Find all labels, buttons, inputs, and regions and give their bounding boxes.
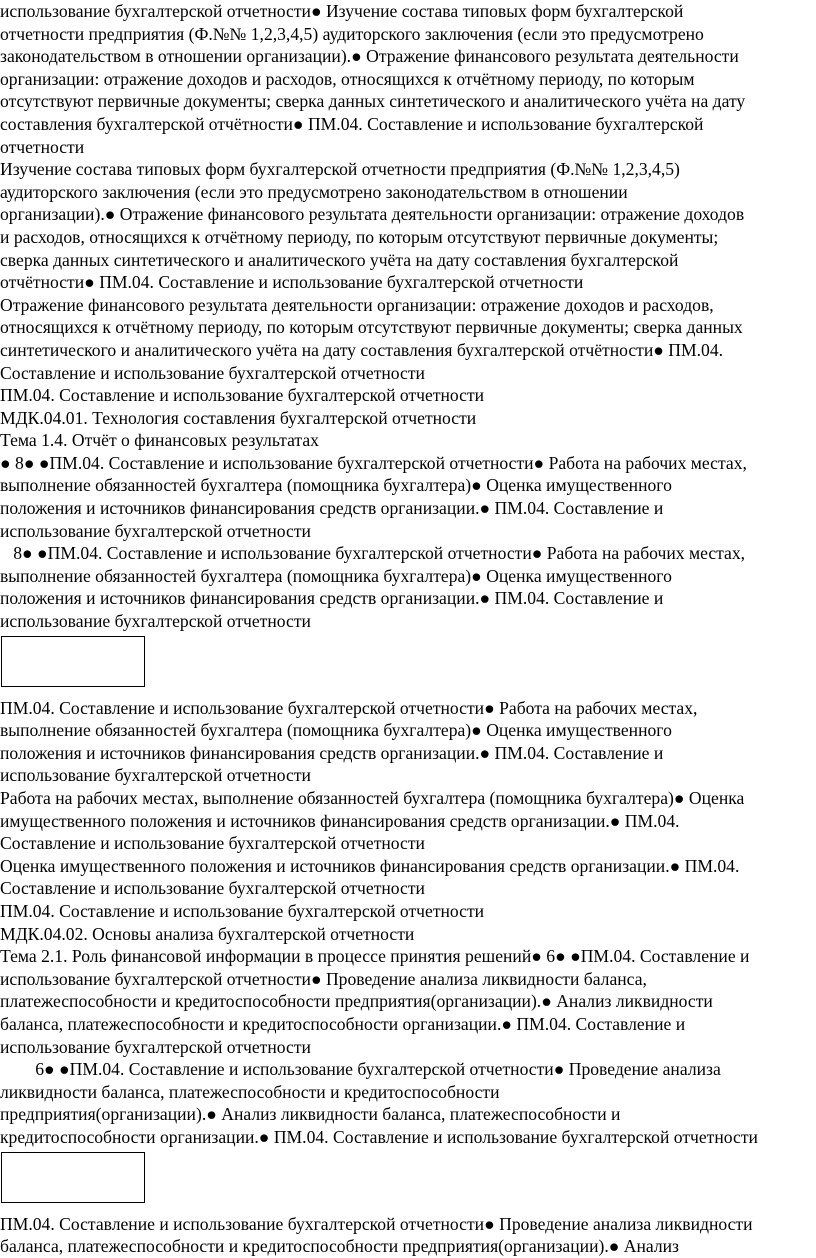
- text-line: Оценка имущественного положения и источников финансирования средств организации.● ПМ.04.: [0, 855, 740, 876]
- text-line: отсутствуют первичные документы; сверка данных синтетического и аналитического учёта на дату: [0, 91, 746, 112]
- text-line: предприятия(организации).● Анализ ликвидности баланса, платежеспособности и: [0, 1104, 621, 1125]
- paragraph-topic-1-4-a: [0, 452, 810, 542]
- text-line: МДК.04.02. Основы анализа бухгалтерской отчетности: [0, 923, 415, 944]
- text-line: Составление и использование бухгалтерской отчетности: [0, 878, 425, 899]
- text-line: 6● ●ПМ.04. Составление и использование бухгалтерской отчетности● Проведение анализа: [0, 1059, 721, 1080]
- text-line: организации: отражение доходов и расходов, относящихся к отчётному периоду, по которым: [0, 68, 695, 89]
- text-line: выполнение обязанностей бухгалтера (помощника бухгалтера)● Оценка имущественного: [0, 475, 672, 496]
- module-heading-2: [0, 900, 810, 923]
- text-line: использование бухгалтерской отчетности● Проведение анализа ликвидности баланса,: [0, 968, 647, 989]
- text-line: платежеспособности и кредитоспособности предприятия(организации).● Анализ ликвидности: [0, 991, 713, 1012]
- text-line: отчетности предприятия (Ф.№№ 1,2,3,4,5) аудиторского заключения (если это предусмотрено: [0, 23, 704, 44]
- text-line: 8● ●ПМ.04. Составление и использование бухгалтерской отчетности● Работа на рабочих местах,: [0, 543, 746, 564]
- module-heading: [0, 384, 810, 407]
- paragraph-6: [0, 855, 810, 900]
- paragraph-topic-2-1-b: [0, 1058, 810, 1148]
- text-line: имущественного положения и источников финансирования средств организации.● ПМ.04.: [0, 810, 680, 831]
- text-line: положения и источников финансирования средств организации.● ПМ.04. Составление и: [0, 742, 664, 763]
- text-line: отчетности: [0, 136, 85, 157]
- paragraph-7: [0, 1213, 810, 1258]
- text-line: отчётности● ПМ.04. Составление и использование бухгалтерской отчетности: [0, 272, 584, 293]
- topic-heading-1-4: [0, 429, 810, 452]
- text-line: использование бухгалтерской отчетности: [0, 611, 311, 632]
- paragraph-5: [0, 787, 810, 855]
- text-line: аудиторского заключения (если это предусмотрено законодательством в отношении: [0, 181, 628, 202]
- text-line: баланса, платежеспособности и кредитоспособности организации.● ПМ.04. Составление и: [0, 1013, 686, 1034]
- text-line: выполнение обязанностей бухгалтера (помощника бухгалтера)● Оценка имущественного: [0, 565, 672, 586]
- text-line: ПМ.04. Составление и использование бухгалтерской отчетности: [0, 900, 485, 921]
- text-line: Отражение финансового результата деятельности организации: отражение доходов и расходов,: [0, 294, 714, 315]
- text-line: Тема 2.1. Роль финансовой информации в процессе принятия решений● 6● ●ПМ.04. Составление и: [0, 946, 750, 967]
- text-line: сверка данных синтетического и аналитического учёта на дату составления бухгалтерской: [0, 249, 679, 270]
- text-line: положения и источников финансирования средств организации.● ПМ.04. Составление и: [0, 498, 664, 519]
- text-line: Изучение состава типовых форм бухгалтерской отчетности предприятия (Ф.№№ 1,2,3,4,5): [0, 159, 680, 180]
- text-line: Составление и использование бухгалтерской отчетности: [0, 362, 425, 383]
- text-line: Составление и использование бухгалтерской отчетности: [0, 833, 425, 854]
- text-line: выполнение обязанностей бухгалтера (помощника бухгалтера)● Оценка имущественного: [0, 720, 672, 741]
- text-line: использование бухгалтерской отчетности: [0, 1036, 311, 1057]
- text-line: и расходов, относящихся к отчётному периоду, по которым отсутствуют первичные документы;: [0, 226, 719, 247]
- text-line: Работа на рабочих местах, выполнение обязанностей бухгалтера (помощника бухгалтера)● Оценка: [0, 788, 745, 808]
- text-line: баланса, платежеспособности и кредитоспособности предприятия(организации).● Анализ: [0, 1236, 680, 1257]
- text-line: ПМ.04. Составление и использование бухгалтерской отчетности● Работа на рабочих местах,: [0, 697, 698, 718]
- paragraph-1: [0, 0, 810, 158]
- empty-table-cell: [1, 636, 145, 687]
- text-line: составления бухгалтерской отчётности● ПМ.04. Составление и использование бухгалтерской: [0, 113, 704, 134]
- paragraph-topic-2-1-a: [0, 945, 810, 1058]
- paragraph-2: [0, 158, 810, 294]
- empty-table-cell: [1, 1152, 145, 1203]
- text-line: Тема 1.4. Отчёт о финансовых результатах: [0, 430, 319, 451]
- text-line: МДК.04.01. Технология составления бухгалтерской отчетности: [0, 407, 477, 428]
- text-line: организации).● Отражение финансового результата деятельности организации: отражение доходов: [0, 204, 745, 225]
- mdk-heading-2: [0, 923, 810, 946]
- text-line: ПМ.04. Составление и использование бухгалтерской отчетности● Проведение анализа ликвидности: [0, 1213, 753, 1234]
- text-line: ликвидности баланса, платежеспособности и кредитоспособности: [0, 1081, 500, 1102]
- paragraph-3: [0, 294, 810, 384]
- paragraph-4: [0, 697, 810, 787]
- paragraph-topic-1-4-b: [0, 542, 810, 632]
- text-line: использование бухгалтерской отчетности: [0, 520, 311, 541]
- text-line: законодательством в отношении организации).● Отражение финансового результата деятельности: [0, 46, 739, 67]
- text-line: ПМ.04. Составление и использование бухгалтерской отчетности: [0, 385, 485, 406]
- text-line: положения и источников финансирования средств организации.● ПМ.04. Составление и: [0, 588, 664, 609]
- mdk-heading-1: [0, 407, 810, 430]
- text-line: относящихся к отчётному периоду, по которым отсутствуют первичные документы; сверка данных: [0, 317, 743, 338]
- text-line: использование бухгалтерской отчетности: [0, 765, 311, 786]
- text-line: ● 8● ●ПМ.04. Составление и использование бухгалтерской отчетности● Работа на рабочих местах,: [0, 452, 747, 473]
- text-line: использование бухгалтерской отчетности● Изучение состава типовых форм бухгалтерской: [0, 1, 684, 21]
- text-line: синтетического и аналитического учёта на дату составления бухгалтерской отчётности● ПМ.04.: [0, 339, 724, 360]
- text-line: кредитоспособности организации.● ПМ.04. Составление и использование бухгалтерской отчетности: [0, 1126, 758, 1147]
